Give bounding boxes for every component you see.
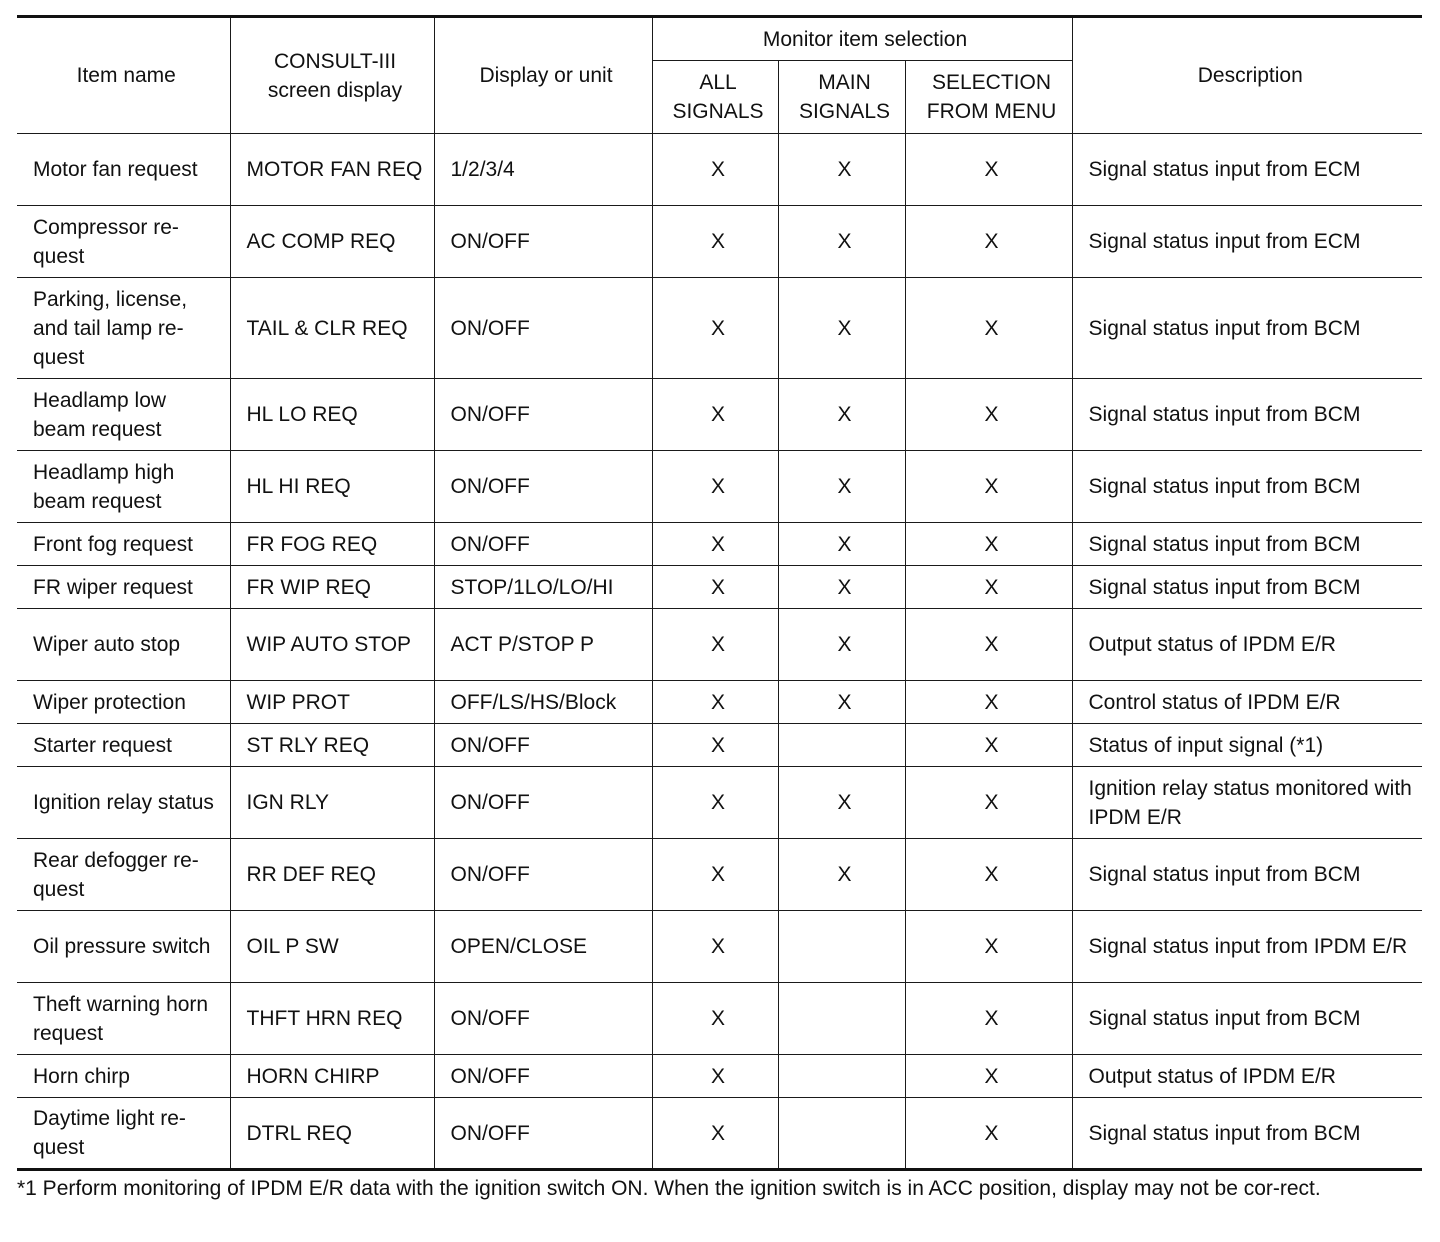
table-row <box>17 911 1422 983</box>
header-selection-from-menu: SELECTION FROM MENU <box>905 61 1072 134</box>
cell-main-signals: X <box>778 206 905 278</box>
cell-item-name: Parking, license, and tail lamp re-quest <box>17 278 230 379</box>
header-item-name: Item name <box>17 17 230 134</box>
cell-selection-from-menu: X <box>905 1055 1072 1098</box>
cell-description: Output status of IPDM E/R <box>1072 609 1422 681</box>
cell-display-unit: ACT P/STOP P <box>434 609 652 681</box>
cell-selection-from-menu: X <box>905 523 1072 566</box>
cell-description: Status of input signal (*1) <box>1072 724 1422 767</box>
cell-main-signals: X <box>778 379 905 451</box>
cell-item-name: Headlamp high beam request <box>17 451 230 523</box>
cell-description: Ignition relay status monitored with IPDM E/R <box>1072 767 1422 839</box>
table-row <box>17 451 1422 523</box>
cell-description: Signal status input from BCM <box>1072 523 1422 566</box>
cell-description: Signal status input from IPDM E/R <box>1072 911 1422 983</box>
cell-main-signals: X <box>778 609 905 681</box>
cell-selection-from-menu: X <box>905 566 1072 609</box>
cell-all-signals: X <box>652 379 778 451</box>
cell-screen-display: OIL P SW <box>230 911 434 983</box>
cell-description: Signal status input from BCM <box>1072 278 1422 379</box>
cell-selection-from-menu: X <box>905 1098 1072 1170</box>
cell-selection-from-menu: X <box>905 983 1072 1055</box>
cell-screen-display: DTRL REQ <box>230 1098 434 1170</box>
cell-screen-display: HL HI REQ <box>230 451 434 523</box>
cell-all-signals: X <box>652 609 778 681</box>
cell-screen-display: FR WIP REQ <box>230 566 434 609</box>
table-row <box>17 523 1422 566</box>
cell-screen-display: IGN RLY <box>230 767 434 839</box>
cell-screen-display: HORN CHIRP <box>230 1055 434 1098</box>
cell-display-unit: ON/OFF <box>434 379 652 451</box>
cell-main-signals <box>778 1055 905 1098</box>
cell-main-signals: X <box>778 134 905 206</box>
cell-item-name: Theft warning horn request <box>17 983 230 1055</box>
header-screen-display: CONSULT-III screen display <box>230 17 434 134</box>
table-row <box>17 134 1422 206</box>
cell-all-signals: X <box>652 1055 778 1098</box>
cell-display-unit: ON/OFF <box>434 451 652 523</box>
cell-main-signals <box>778 724 905 767</box>
cell-description: Signal status input from BCM <box>1072 566 1422 609</box>
cell-item-name: Compressor re-quest <box>17 206 230 278</box>
header-row-top <box>17 17 1422 61</box>
cell-all-signals: X <box>652 983 778 1055</box>
cell-item-name: Wiper protection <box>17 681 230 724</box>
cell-display-unit: OFF/LS/HS/Block <box>434 681 652 724</box>
cell-item-name: Front fog request <box>17 523 230 566</box>
cell-main-signals <box>778 983 905 1055</box>
cell-screen-display: WIP PROT <box>230 681 434 724</box>
cell-item-name: Ignition relay status <box>17 767 230 839</box>
cell-all-signals: X <box>652 911 778 983</box>
cell-all-signals: X <box>652 1098 778 1170</box>
cell-description: Control status of IPDM E/R <box>1072 681 1422 724</box>
header-monitor-item-selection: Monitor item selection <box>652 17 1072 61</box>
cell-selection-from-menu: X <box>905 134 1072 206</box>
cell-all-signals: X <box>652 278 778 379</box>
cell-display-unit: ON/OFF <box>434 767 652 839</box>
cell-screen-display: AC COMP REQ <box>230 206 434 278</box>
header-main-signals: MAIN SIGNALS <box>778 61 905 134</box>
table-row <box>17 379 1422 451</box>
cell-item-name: FR wiper request <box>17 566 230 609</box>
cell-main-signals <box>778 1098 905 1170</box>
cell-all-signals: X <box>652 767 778 839</box>
cell-all-signals: X <box>652 724 778 767</box>
header-description: Description <box>1072 17 1422 134</box>
cell-all-signals: X <box>652 134 778 206</box>
cell-screen-display: WIP AUTO STOP <box>230 609 434 681</box>
cell-all-signals: X <box>652 839 778 911</box>
cell-main-signals: X <box>778 681 905 724</box>
cell-item-name: Headlamp low beam request <box>17 379 230 451</box>
cell-item-name: Wiper auto stop <box>17 609 230 681</box>
cell-display-unit: ON/OFF <box>434 839 652 911</box>
table-row <box>17 839 1422 911</box>
cell-main-signals: X <box>778 523 905 566</box>
cell-screen-display: MOTOR FAN REQ <box>230 134 434 206</box>
cell-description: Signal status input from BCM <box>1072 1098 1422 1170</box>
table-row <box>17 206 1422 278</box>
cell-description: Signal status input from BCM <box>1072 839 1422 911</box>
cell-screen-display: ST RLY REQ <box>230 724 434 767</box>
cell-display-unit: 1/2/3/4 <box>434 134 652 206</box>
cell-description: Signal status input from BCM <box>1072 983 1422 1055</box>
cell-all-signals: X <box>652 523 778 566</box>
header-display-unit: Display or unit <box>434 17 652 134</box>
cell-display-unit: ON/OFF <box>434 1098 652 1170</box>
cell-all-signals: X <box>652 566 778 609</box>
cell-main-signals: X <box>778 839 905 911</box>
cell-main-signals: X <box>778 566 905 609</box>
cell-selection-from-menu: X <box>905 379 1072 451</box>
table-row <box>17 1055 1422 1098</box>
table-row <box>17 566 1422 609</box>
cell-selection-from-menu: X <box>905 724 1072 767</box>
table-row <box>17 724 1422 767</box>
data-monitor-table <box>17 15 1422 1171</box>
cell-description: Signal status input from ECM <box>1072 134 1422 206</box>
cell-display-unit: ON/OFF <box>434 1055 652 1098</box>
cell-screen-display: RR DEF REQ <box>230 839 434 911</box>
cell-description: Output status of IPDM E/R <box>1072 1055 1422 1098</box>
cell-main-signals: X <box>778 451 905 523</box>
table-row <box>17 278 1422 379</box>
cell-description: Signal status input from ECM <box>1072 206 1422 278</box>
cell-display-unit: ON/OFF <box>434 724 652 767</box>
cell-selection-from-menu: X <box>905 681 1072 724</box>
header-all-signals: ALL SIGNALS <box>652 61 778 134</box>
cell-display-unit: OPEN/CLOSE <box>434 911 652 983</box>
cell-item-name: Starter request <box>17 724 230 767</box>
table-row <box>17 681 1422 724</box>
cell-screen-display: TAIL & CLR REQ <box>230 278 434 379</box>
cell-main-signals: X <box>778 767 905 839</box>
cell-selection-from-menu: X <box>905 839 1072 911</box>
cell-screen-display: HL LO REQ <box>230 379 434 451</box>
cell-display-unit: ON/OFF <box>434 983 652 1055</box>
cell-display-unit: STOP/1LO/LO/HI <box>434 566 652 609</box>
cell-display-unit: ON/OFF <box>434 523 652 566</box>
cell-all-signals: X <box>652 206 778 278</box>
cell-item-name: Horn chirp <box>17 1055 230 1098</box>
cell-all-signals: X <box>652 451 778 523</box>
cell-selection-from-menu: X <box>905 278 1072 379</box>
footnote: *1 Perform monitoring of IPDM E/R data with the ignition switch ON. When the ignition switch is in ACC position, display may not be cor-rect. <box>17 1177 1321 1200</box>
cell-main-signals: X <box>778 278 905 379</box>
cell-selection-from-menu: X <box>905 609 1072 681</box>
cell-selection-from-menu: X <box>905 206 1072 278</box>
cell-display-unit: ON/OFF <box>434 206 652 278</box>
table-row <box>17 609 1422 681</box>
cell-screen-display: THFT HRN REQ <box>230 983 434 1055</box>
cell-description: Signal status input from BCM <box>1072 451 1422 523</box>
cell-main-signals <box>778 911 905 983</box>
table-row <box>17 1098 1422 1170</box>
cell-item-name: Daytime light re-quest <box>17 1098 230 1170</box>
cell-display-unit: ON/OFF <box>434 278 652 379</box>
table-row <box>17 767 1422 839</box>
cell-all-signals: X <box>652 681 778 724</box>
cell-item-name: Oil pressure switch <box>17 911 230 983</box>
table-row <box>17 983 1422 1055</box>
cell-item-name: Motor fan request <box>17 134 230 206</box>
cell-selection-from-menu: X <box>905 767 1072 839</box>
cell-item-name: Rear defogger re-quest <box>17 839 230 911</box>
cell-description: Signal status input from BCM <box>1072 379 1422 451</box>
cell-selection-from-menu: X <box>905 911 1072 983</box>
cell-screen-display: FR FOG REQ <box>230 523 434 566</box>
cell-selection-from-menu: X <box>905 451 1072 523</box>
